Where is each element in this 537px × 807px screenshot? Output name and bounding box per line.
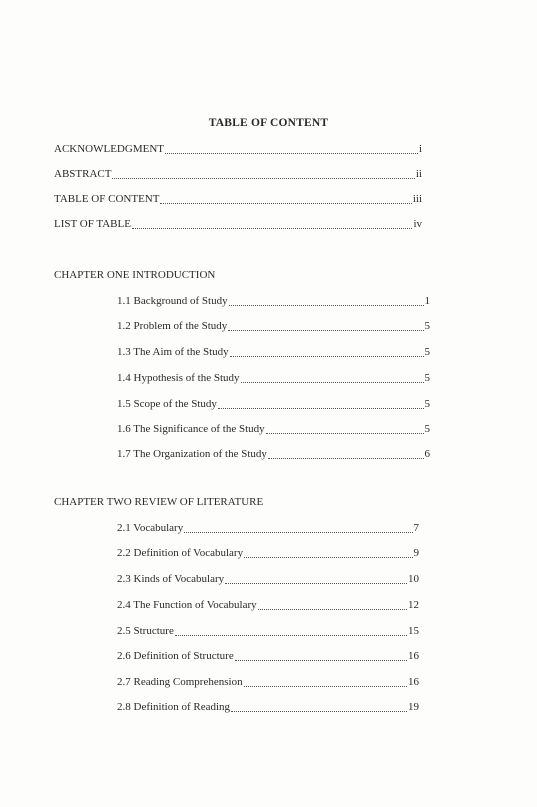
toc-entry (117, 295, 430, 309)
page-title: TABLE OF CONTENT (208, 117, 329, 129)
toc-entry-label: 1.5 Scope of the Study (117, 398, 217, 410)
toc-entry-page: 12 (408, 599, 419, 611)
toc-entry-page: 6 (424, 448, 430, 460)
dot-leader (266, 424, 424, 434)
dot-leader (230, 347, 424, 357)
toc-entry-label: 2.7 Reading Comprehension (117, 676, 243, 688)
toc-entry-page: 16 (408, 676, 419, 688)
toc-entry-page: 5 (424, 346, 430, 358)
dot-leader (244, 677, 407, 687)
toc-entry (117, 346, 430, 360)
dot-leader (165, 144, 418, 154)
dot-leader (258, 600, 407, 610)
toc-entry-page: 1 (424, 295, 430, 307)
dot-leader (175, 626, 407, 636)
toc-entry (117, 599, 419, 613)
toc-entry (117, 320, 430, 334)
toc-entry-page: 10 (408, 573, 419, 585)
toc-entry-page: iii (412, 193, 422, 205)
toc-entry (117, 701, 419, 715)
dot-leader (218, 399, 424, 409)
toc-entry (117, 522, 419, 536)
toc-entry-page: i (418, 143, 422, 155)
dot-leader (241, 373, 424, 383)
toc-entry-label: 1.4 Hypothesis of the Study (117, 372, 240, 384)
dot-leader (132, 219, 412, 229)
toc-entry (117, 398, 430, 412)
toc-entry (117, 573, 419, 587)
toc-entry-page: 19 (408, 701, 419, 713)
toc-entry-page: 5 (424, 398, 430, 410)
toc-entry-page: 5 (424, 372, 430, 384)
toc-entry-label: 1.2 Problem of the Study (117, 320, 228, 332)
toc-entry-page: iv (413, 218, 422, 230)
dot-leader (160, 194, 411, 204)
toc-entry-page: 5 (424, 320, 430, 332)
toc-entry-abstract (54, 168, 422, 182)
toc-entry-label: 2.6 Definition of Structure (117, 650, 234, 662)
toc-entry-label: 2.2 Definition of Vocabulary (117, 547, 244, 559)
toc-entry-acknowledgment (54, 143, 422, 157)
toc-entry-page: 9 (413, 547, 419, 559)
toc-entry (117, 547, 419, 561)
toc-entry-label: ACKNOWLEDGMENT (54, 143, 164, 155)
toc-entry-label: TABLE OF CONTENT (54, 193, 160, 205)
toc-entry (117, 448, 430, 462)
dot-leader (112, 169, 414, 179)
toc-entry-label: 2.4 The Function of Vocabulary (117, 599, 257, 611)
toc-entry-label: 2.5 Structure (117, 625, 174, 637)
toc-entry (117, 423, 430, 437)
toc-entry-label: LIST OF TABLE (54, 218, 131, 230)
toc-entry-page: 16 (408, 650, 419, 662)
toc-entry-label: 2.8 Definition of Reading (117, 701, 231, 713)
toc-entry-table-of-content (54, 193, 422, 207)
dot-leader (225, 574, 407, 584)
toc-entry-label: 1.1 Background of Study (117, 295, 228, 307)
toc-entry-label: 2.3 Kinds of Vocabulary (117, 573, 225, 585)
toc-entry-page: 7 (413, 522, 419, 534)
toc-entry-page: 5 (424, 423, 430, 435)
toc-entry-page: ii (415, 168, 422, 180)
chapter-one-heading: CHAPTER ONE INTRODUCTION (54, 269, 216, 281)
toc-entry-label: 1.3 The Aim of the Study (117, 346, 229, 358)
dot-leader (268, 449, 424, 459)
dot-leader (235, 651, 407, 661)
toc-entry-label: ABSTRACT (54, 168, 112, 180)
dot-leader (231, 702, 407, 712)
chapter-two-heading: CHAPTER TWO REVIEW OF LITERATURE (54, 496, 264, 508)
toc-entry-label: 1.7 The Organization of the Study (117, 448, 267, 460)
dot-leader (184, 523, 412, 533)
toc-entry (117, 625, 419, 639)
toc-entry (117, 650, 419, 664)
toc-entry-label: 1.6 The Significance of the Study (117, 423, 265, 435)
toc-entry-page: 15 (408, 625, 419, 637)
toc-entry-list-of-table (54, 218, 422, 232)
dot-leader (244, 548, 412, 558)
toc-entry-label: 2.1 Vocabulary (117, 522, 184, 534)
toc-entry (117, 372, 430, 386)
dot-leader (229, 296, 424, 306)
dot-leader (228, 321, 423, 331)
toc-entry (117, 676, 419, 690)
